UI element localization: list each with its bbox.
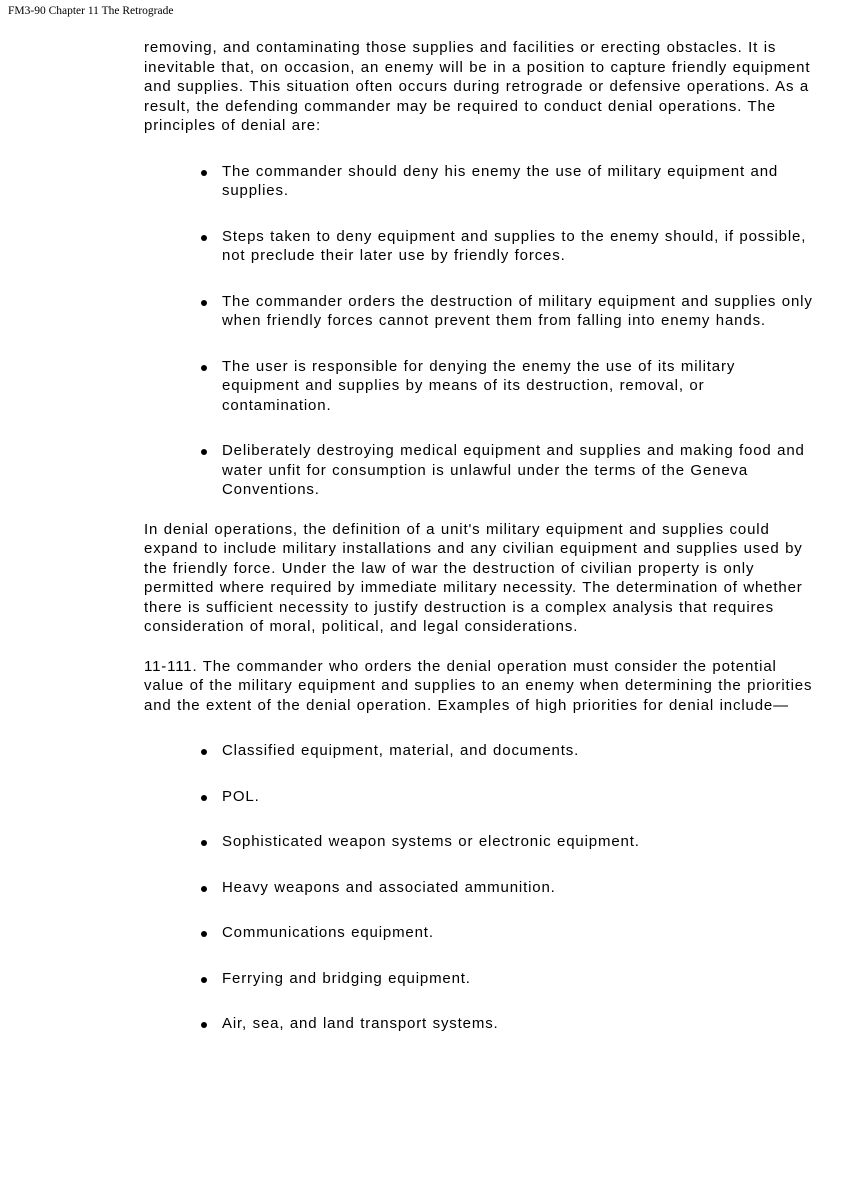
document-body xyxy=(144,38,814,1034)
list-item-text: The commander should deny his enemy the use of military equipment and supplies. xyxy=(222,162,779,199)
list-item xyxy=(222,1014,814,1034)
bullet-icon xyxy=(201,365,207,371)
list-item xyxy=(222,923,814,943)
intro-paragraph: removing, and contaminating those supplies and facilities or erecting obstacles. It is inevitable that, on occasion, an enemy will be in a position to capture friendly equipment and supplies. This situation often occurs during retrograde or defensive operations. As a result, the defending commander may be required to conduct denial operations. The principles of denial are: xyxy=(144,39,811,134)
list-item-text: Deliberately destroying medical equipment and supplies and making food and water unfit for consumption is unlawful under the terms of the Geneva Conventions. xyxy=(222,442,805,498)
list-item xyxy=(222,441,814,500)
denial-principles-list xyxy=(144,162,814,500)
list-item xyxy=(222,878,814,898)
list-item-text: POL. xyxy=(222,787,260,805)
list-item-text: Sophisticated weapon systems or electronic equipment. xyxy=(222,833,640,850)
bullet-icon xyxy=(201,840,207,846)
bullet-icon xyxy=(201,300,207,306)
list-item-text: Air, sea, and land transport systems. xyxy=(222,1015,499,1032)
list-item-text: Communications equipment. xyxy=(222,924,434,941)
bullet-icon xyxy=(201,449,207,455)
list-item xyxy=(222,832,814,852)
list-item-text: Heavy weapons and associated ammunition. xyxy=(222,878,556,896)
paragraph-11-111: 11-111. The commander who orders the denial operation must consider the potential value of the military equipment and supplies to an enemy when determining the priorities and the extent of the denial operation. Examples of high priorities for denial include— xyxy=(144,657,813,714)
list-item xyxy=(222,357,814,416)
bullet-icon xyxy=(201,977,207,983)
denial-priorities-list xyxy=(144,741,814,1034)
bullet-icon xyxy=(201,931,207,937)
list-item xyxy=(222,227,814,266)
list-item-text: Ferrying and bridging equipment. xyxy=(222,969,471,987)
denial-operations-paragraph: In denial operations, the definition of a unit's military equipment and supplies could expand to include military installations and any civilian equipment and supplies used by the friendly force. Under the law of war the destruction of civilian property is only permitted where required by immediate military necessity. The determination of whether there is sufficient necessity to justify destruction is a complex analysis that requires consideration of moral, political, and legal considerations. xyxy=(144,520,803,635)
list-item xyxy=(222,162,814,201)
list-item-text: Classified equipment, material, and documents. xyxy=(222,742,580,759)
bullet-icon xyxy=(201,170,207,176)
list-item-text: Steps taken to deny equipment and supplies to the enemy should, if possible, not preclude their later use by friendly forces. xyxy=(222,227,807,264)
bullet-icon xyxy=(201,235,207,241)
bullet-icon xyxy=(201,749,207,755)
list-item xyxy=(222,787,814,807)
list-item xyxy=(222,292,814,331)
list-item-text: The commander orders the destruction of military equipment and supplies only when friendly forces cannot prevent them from falling into enemy hands. xyxy=(222,292,813,329)
list-item xyxy=(222,969,814,989)
list-item xyxy=(222,741,814,761)
bullet-icon xyxy=(201,1022,207,1028)
bullet-icon xyxy=(201,795,207,801)
running-head: FM3-90 Chapter 11 The Retrograde xyxy=(8,5,174,17)
list-item-text: The user is responsible for denying the enemy the use of its military equipment and supplies by means of its destruction, removal, or contamination. xyxy=(222,357,736,414)
bullet-icon xyxy=(201,886,207,892)
